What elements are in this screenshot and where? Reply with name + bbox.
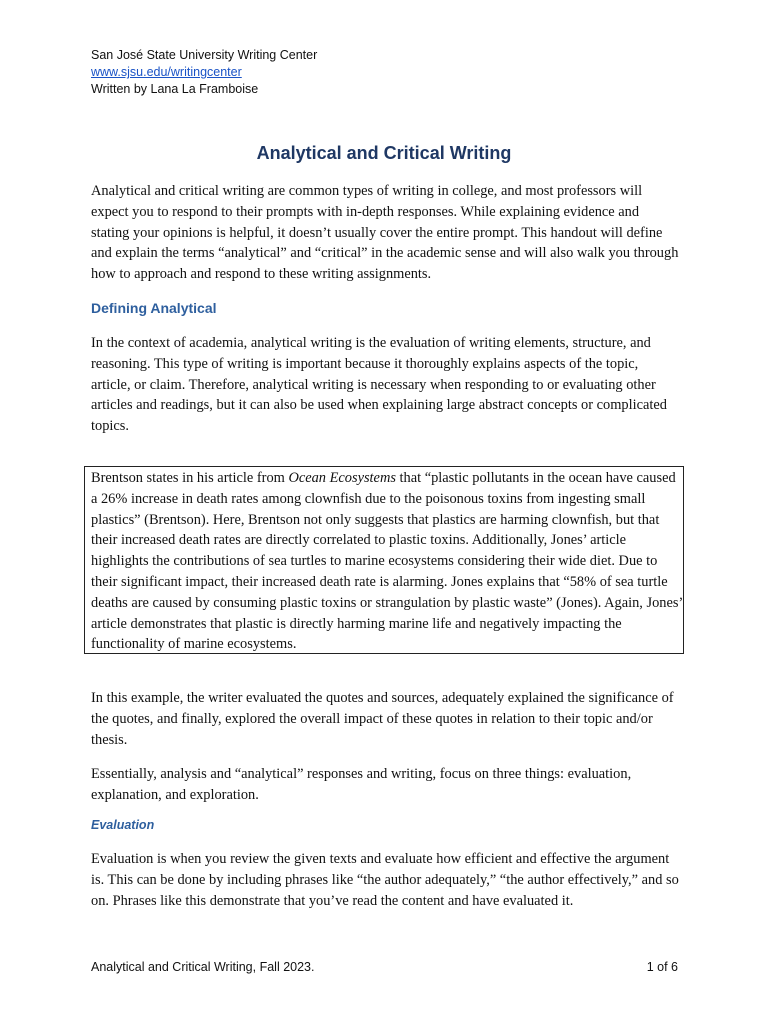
page-header: [91, 47, 317, 98]
writing-center-link[interactable]: www.sjsu.edu/writingcenter: [91, 65, 242, 79]
page-number: 1 of 6: [646, 960, 678, 974]
author-line: Written by Lana La Framboise: [91, 82, 259, 96]
defining-analytical-paragraph: In the context of academia, analytical writing is the evaluation of writing elements, structure, and reasoning. This type of writing is important because it thoroughly explains aspects of the topic, article, or claim. Therefore, analytical writing is necessary when responding to or evaluating other articles and readings, but it can also be used when explaining large abstract concepts or complicated topics.: [91, 335, 667, 435]
institution-name: San José State University Writing Center: [91, 48, 318, 62]
source-title: Ocean Ecosystems: [288, 470, 396, 486]
section-heading-defining-analytical: Defining Analytical: [91, 300, 217, 316]
subheading-evaluation: Evaluation: [91, 818, 155, 832]
intro-paragraph: Analytical and critical writing are common types of writing in college, and most professors will expect you to respond to their prompts with in-depth responses. While explaining evidence and stating your opinions is helpful, it doesn’t usually cover the entire prompt. This handout will define and explain the terms “analytical” and “critical” in the academic sense and will also walk you through how to approach and respond to these writing assignments.: [91, 183, 679, 283]
example-text: Brentson states in his article from Ocean Ecosystems that “plastic pollutants in the ocean have caused a 26% increase in death rates among clownfish due to the poisonous toxins from ingesting small plastics” (Brentson). Here, Brentson not only suggests that plastics are harming clownfish, but that their increased death rates are directly correlated to plastic toxins. Additionally, Jones’ article highlights the contributions of sea turtles to marine ecosystems considering their wide diet. Due to their significant impact, their increased death rate is alarming. Jones explains that “58% of sea turtle deaths are caused by consuming plastic toxins or strangulation by plastic waste” (Jones). Again, Jones’ article demonstrates that plastic is directly harming marine life and negatively impacting the functionality of marine ecosystems.: [91, 470, 683, 653]
after-example-paragraph: In this example, the writer evaluated the quotes and sources, adequately explained the significance of the quotes, and finally, explored the overall impact of these quotes in relation to their topic and/or thesis.: [91, 690, 674, 748]
example-box: [84, 466, 684, 654]
footer-title: Analytical and Critical Writing, Fall 2023.: [91, 960, 315, 974]
document-title: Analytical and Critical Writing: [256, 143, 512, 163]
evaluation-paragraph: Evaluation is when you review the given texts and evaluate how efficient and effective the argument is. This can be done by including phrases like “the author adequately,” “the author effectively,” and so on. Phrases like this demonstrate that you’ve read the content and have evaluated it.: [91, 851, 679, 909]
essentially-paragraph: Essentially, analysis and “analytical” responses and writing, focus on three things: evaluation, explanation, and exploration.: [91, 766, 632, 803]
